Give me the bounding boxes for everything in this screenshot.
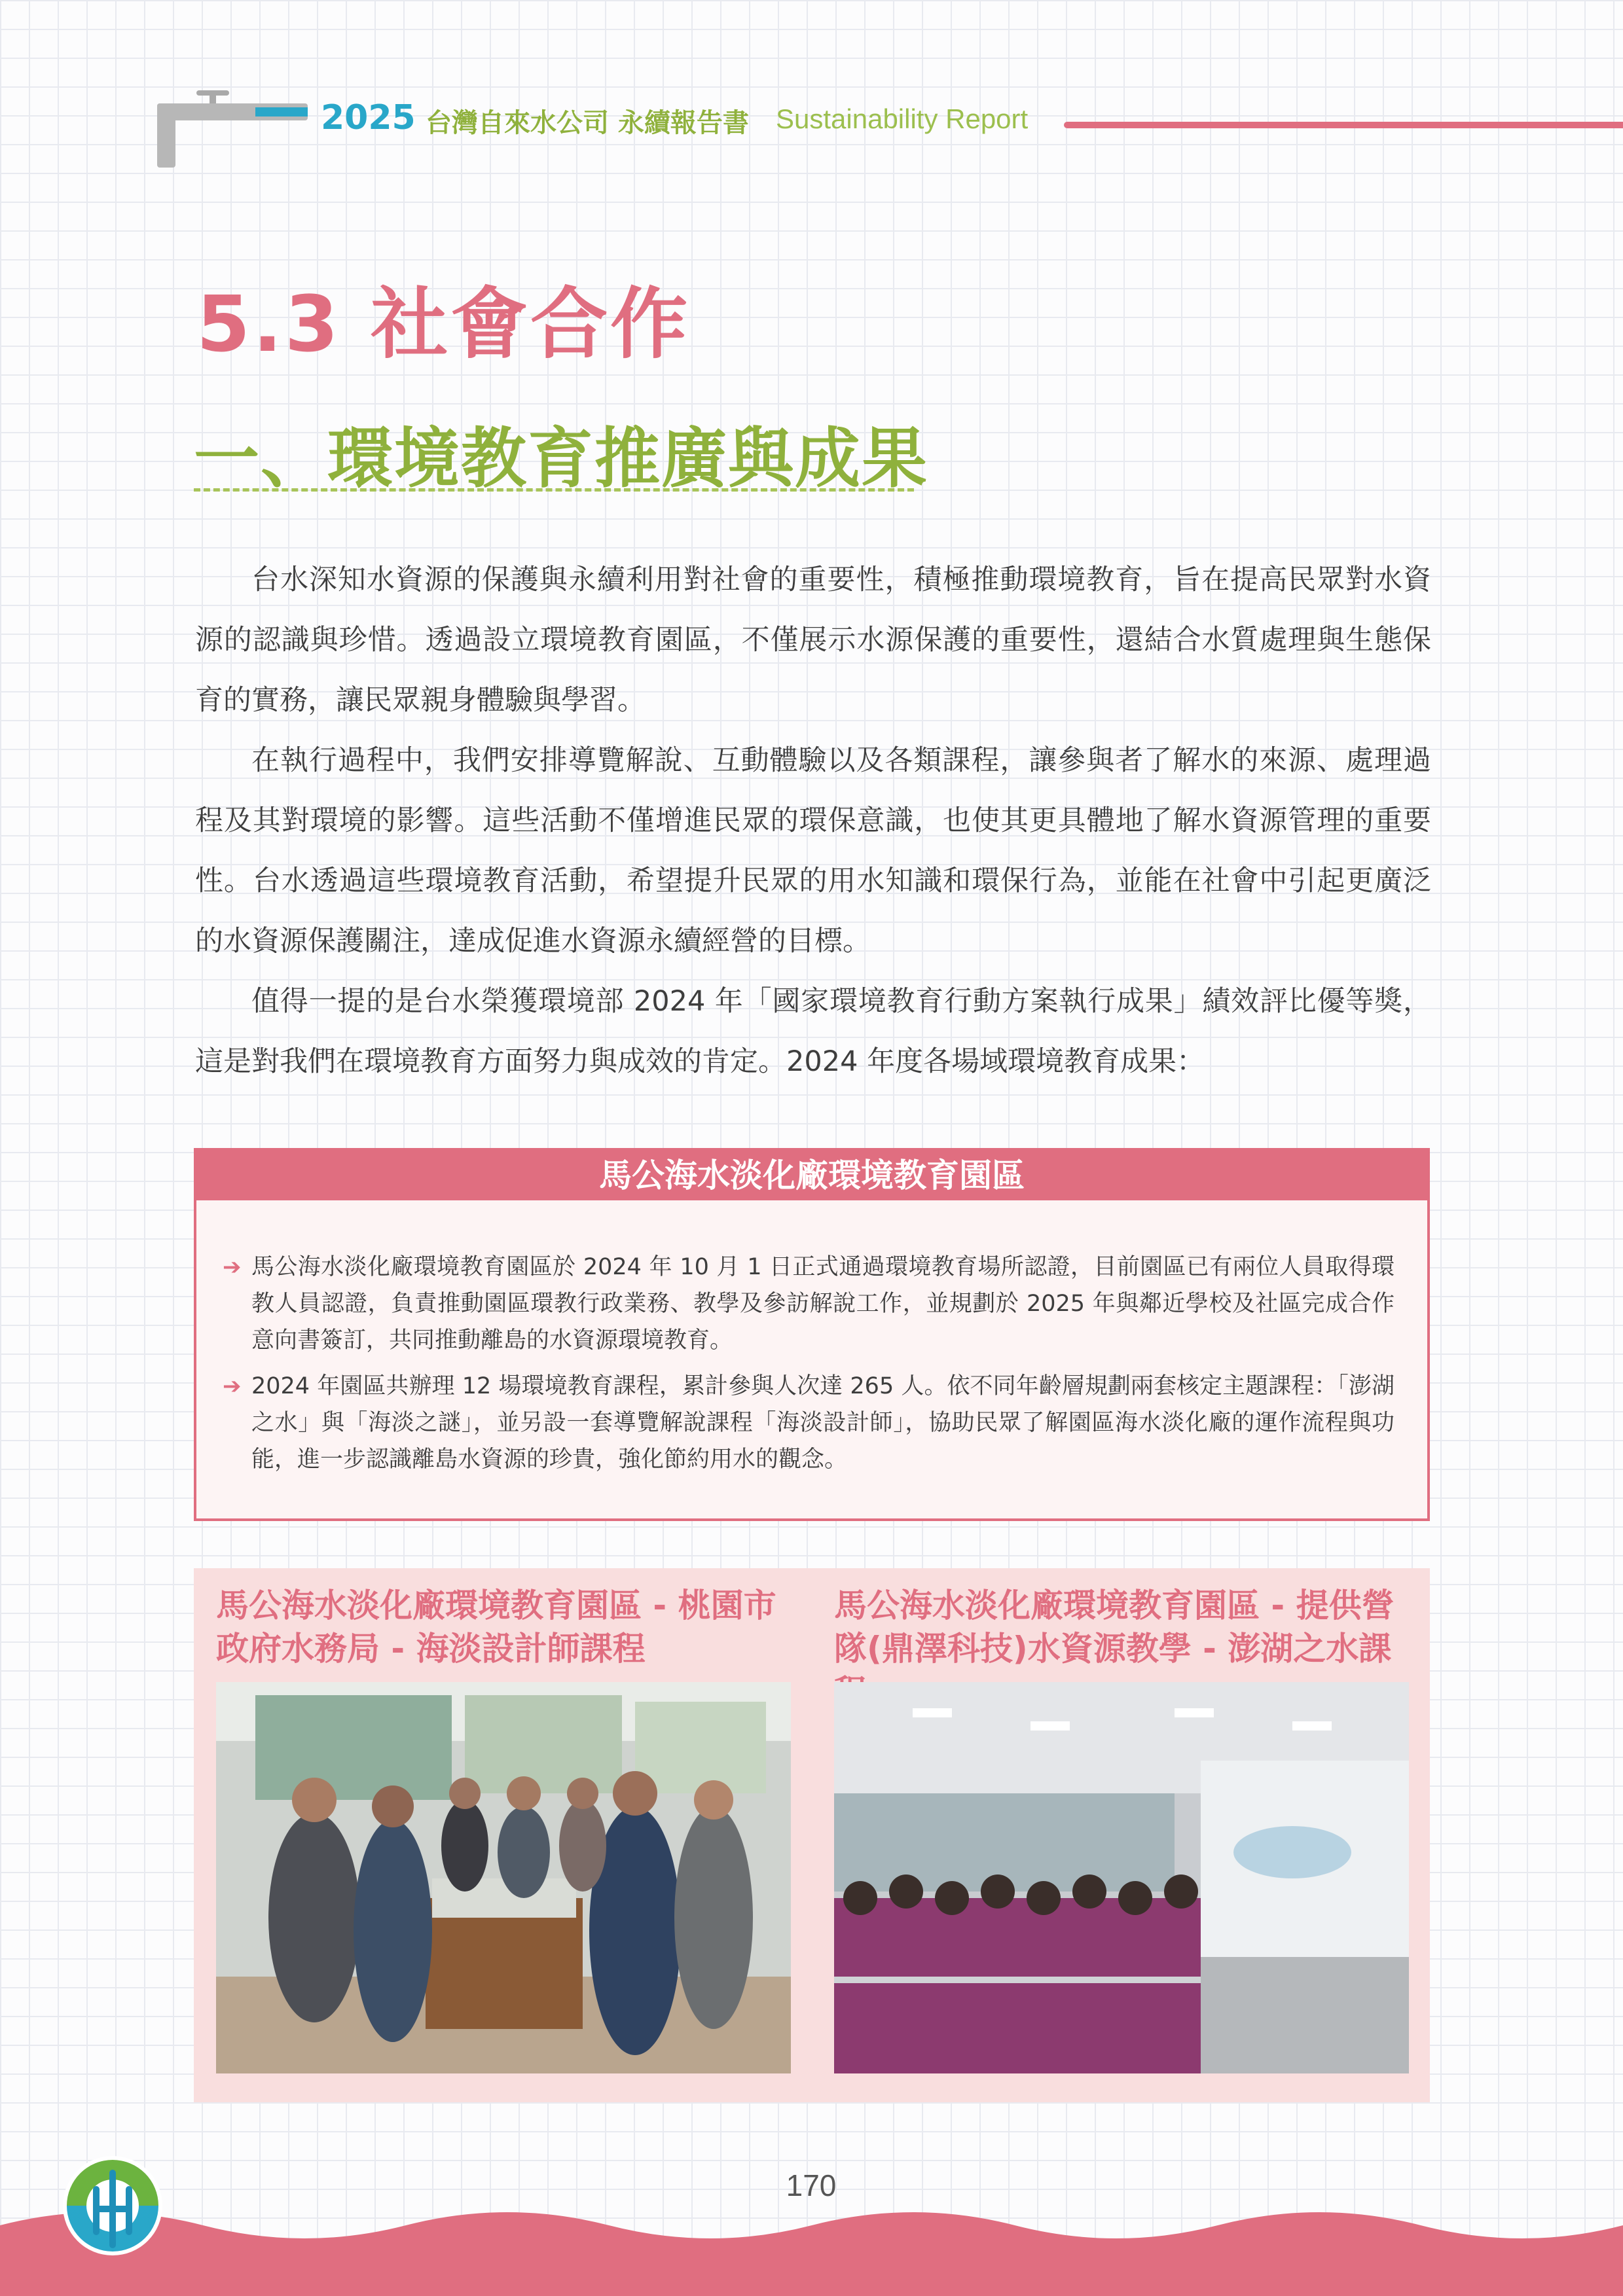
arrow-right-icon: ➔ bbox=[223, 1373, 242, 1399]
list-item-text: 2024 年園區共辦理 12 場環境教育課程，累計參與人次達 265 人。依不同年齡層規劃兩套核定主題課程：「澎湖之水」與「海淡之謎」，並另設一套導覽解說課程「海淡設計師」，協助民眾了解園區海水淡化廠的運作流程與功能，進一步認識離島水資源的珍貴，強化節約用水的觀念。 bbox=[251, 1373, 1395, 1473]
footer-wave bbox=[0, 2199, 1623, 2296]
info-box-list bbox=[223, 1249, 1395, 1487]
header-year: 2025 bbox=[321, 98, 416, 137]
company-logo-icon bbox=[60, 2153, 165, 2258]
header-subtitle: Sustainability Report bbox=[776, 103, 1029, 134]
photo-panel bbox=[194, 1568, 1430, 2102]
list-item bbox=[223, 1249, 1395, 1359]
paragraph: 台水深知水資源的保護與永續利用對社會的重要性，積極推動環境教育，旨在提高民眾對水資源的認識與珍惜。透過設立環境教育園區，不僅展示水源保護的重要性，還結合水質處理與生態保育的實務，讓民眾親身體驗與學習。 bbox=[195, 564, 1431, 717]
page-number: 170 bbox=[786, 2168, 837, 2202]
section-title: 5.3 社會合作 bbox=[196, 279, 691, 369]
faucet-icon bbox=[157, 84, 308, 169]
header-divider bbox=[1064, 122, 1623, 128]
info-box bbox=[194, 1148, 1430, 1521]
arrow-right-icon: ➔ bbox=[223, 1254, 242, 1280]
header-title: 台灣自來水公司 永續報告書 bbox=[426, 108, 749, 138]
photo-caption: 馬公海水淡化廠環境教育園區 - 提供營隊(鼎澤科技)水資源教學 - 澎湖之水課 bbox=[834, 1587, 1395, 1668]
body-text bbox=[195, 550, 1431, 1092]
list-item-text: 馬公海水淡化廠環境教育園區於 2024 年 10 月 1 日正式通過環境教育場所認證，目前園區已有兩位人員取得環教人員認證，負責推動園區環教行政業務、教學及參訪解說工作，並規劃於 2025 年與鄰近學校及社區完成合作意向書簽訂，共同推動離島的水資源環境教育。 bbox=[251, 1254, 1395, 1354]
subsection-underline bbox=[194, 488, 914, 492]
subsection-title: 一、環境教育推廣與成果 bbox=[194, 420, 928, 497]
list-item bbox=[223, 1368, 1395, 1478]
photo-classroom bbox=[834, 1682, 1409, 2073]
paragraph: 在執行過程中，我們安排導覽解說、互動體驗以及各類課程，讓參與者了解水的來源、處理過程及其對環境的影響。這些活動不僅增進民眾的環保意識，也使其更具體地了解水資源管理的重要性。台水透過這些環境教育活動，希望提升民眾的用水知識和環保行為，並能在社會中引起更廣泛的水資源保護關注，達成促進水資源永續經營的目標。 bbox=[195, 744, 1431, 958]
paragraph: 值得一提的是台水榮獲環境部 2024 年「國家環境教育行動方案執行成果」績效評比優等獎，這是對我們在環境教育方面努力與成效的肯定。2024 年度各場域環境教育成果： bbox=[195, 985, 1431, 1078]
photo-caption: 馬公海水淡化廠環境教育園區 - 桃園市政府水務局 - 海淡設計師課程 bbox=[216, 1587, 776, 1668]
info-box-title: 馬公海水淡化廠環境教育園區 bbox=[196, 1151, 1427, 1200]
photo-tour-group bbox=[216, 1682, 791, 2073]
